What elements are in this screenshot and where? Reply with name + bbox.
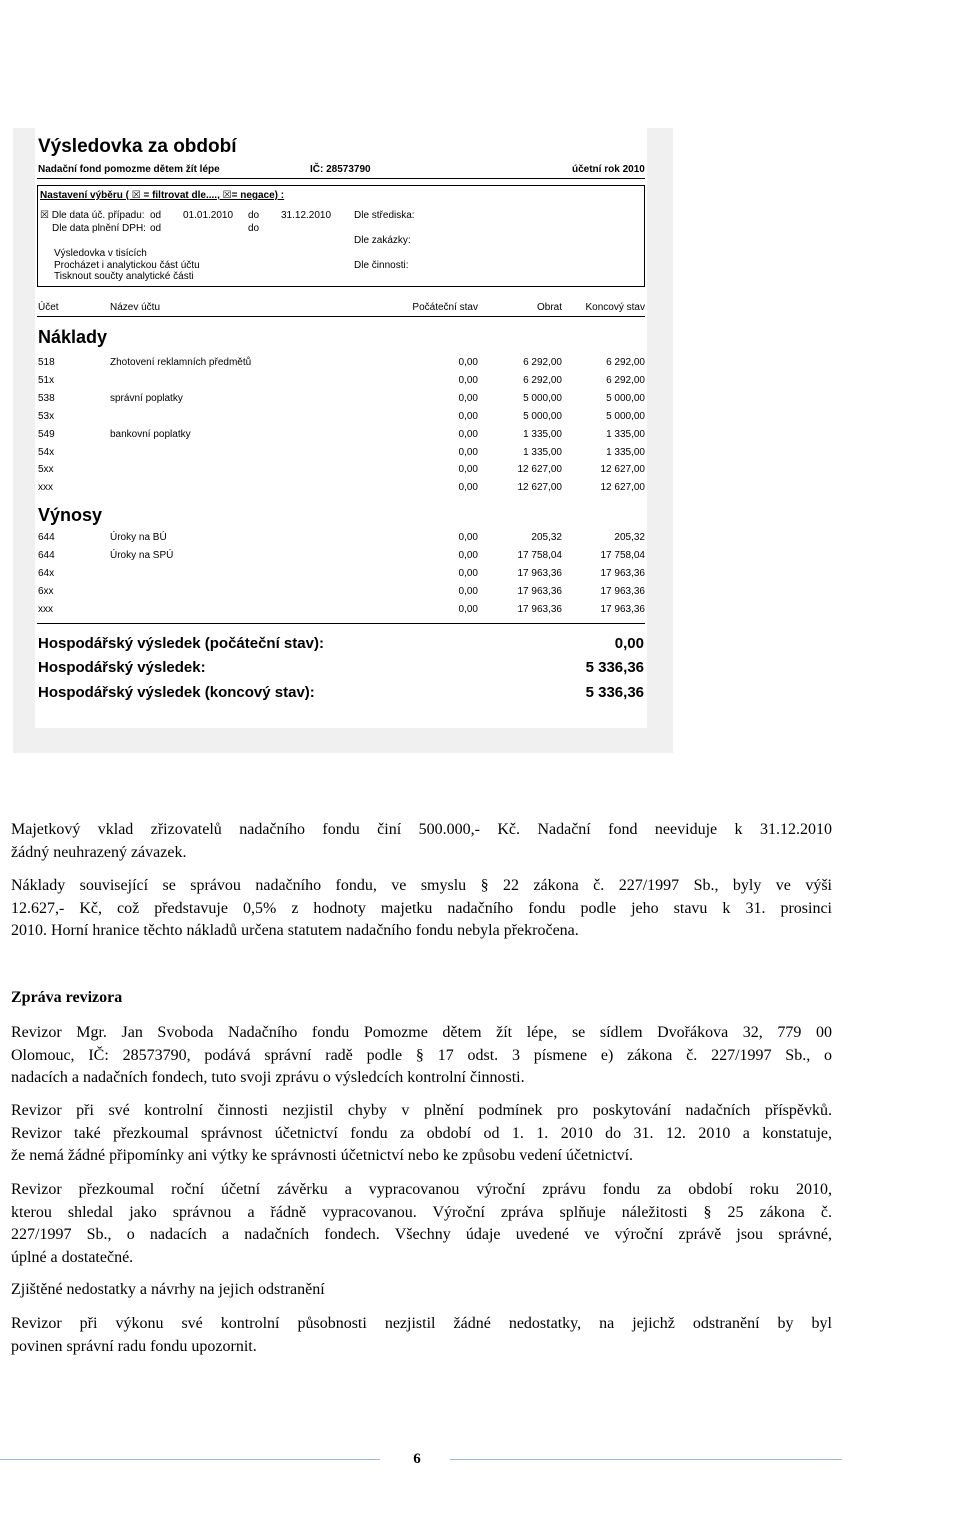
page-number: 6 [413,1451,421,1467]
start-balance-cell: 0,00 [458,603,478,615]
paragraph-costs [11,875,832,943]
col-turnover-header: Obrat [536,302,562,313]
report-divider [37,178,645,179]
end-balance-cell: 17 963,36 [600,603,645,615]
table-row [35,604,647,618]
account-cell: 64x [38,567,55,579]
start-balance-cell: 0,00 [458,464,478,476]
option-thousands: Výsledovka v tisících [54,248,147,259]
filter-date-acc-label: ☒ Dle data úč. případu: [40,210,145,221]
start-balance-cell: 0,00 [458,374,478,386]
paragraph-deficiencies-heading: Zjištěné nedostatky a návrhy na jejich odstranění [11,1281,325,1298]
turnover-cell: 5 000,00 [523,392,562,404]
turnover-cell: 17 963,36 [517,603,562,615]
turnover-cell: 1 335,00 [523,446,562,458]
filter-activity-label: Dle činnosti: [354,260,409,271]
table-row [35,532,647,546]
results-divider [37,623,645,624]
income-statement-report [13,128,673,753]
paragraph-capital [11,819,832,864]
account-cell: xxx [38,603,53,615]
auditor-report-heading: Zpráva revizora [11,989,123,1006]
table-row [35,393,647,407]
result-start-label: Hospodářský výsledek (počáteční stav): [38,635,324,652]
paragraph-conclusion [11,1313,832,1358]
end-balance-cell: 12 627,00 [600,464,645,476]
report-page [35,128,647,728]
footer-rule-left [0,1459,380,1460]
end-balance-cell: 17 758,04 [600,549,645,561]
turnover-cell: 17 963,36 [517,567,562,579]
end-balance-cell: 205,32 [614,532,645,543]
col-name-header: Název účtu [110,302,161,313]
account-cell: 549 [38,428,55,440]
report-title: Výsledovka za období [38,136,237,157]
turnover-cell: 12 627,00 [517,464,562,476]
text-line: nadacích a nadačních fondech, tuto svoji zprávu o výsledcích kontrolní činnosti. [11,1069,525,1086]
table-row [35,447,647,461]
result-start-row [38,635,644,655]
start-balance-cell: 0,00 [458,357,478,368]
filter-do-label: do [248,223,260,234]
account-name-cell: Úroky na SPÚ [110,549,174,561]
account-cell: 518 [38,357,55,368]
start-balance-cell: 0,00 [458,446,478,458]
end-balance-cell: 1 335,00 [606,446,645,458]
account-cell: 538 [38,392,55,404]
account-name-cell: správní poplatky [110,392,183,404]
turnover-cell: 17 758,04 [517,549,562,561]
account-cell: 5xx [38,464,54,476]
text-line: 227/1997 Sb., o nadacích a nadačních fondech. Všechny údaje uvedené ve výroční zprávě jsou správné, [11,1226,832,1243]
start-balance-cell: 0,00 [458,428,478,440]
table-row [35,550,647,564]
account-name-cell: Zhotovení reklamních předmětů [110,357,252,368]
turnover-cell: 205,32 [531,532,562,543]
paragraph-auditor-intro [11,1022,832,1090]
account-cell: 644 [38,549,55,561]
table-row [35,411,647,425]
revenues-section-title: Výnosy [38,505,103,525]
filter-date-vat-label: Dle data plnění DPH: [52,223,146,234]
end-balance-cell: 5 000,00 [606,410,645,422]
end-balance-cell: 17 963,36 [600,567,645,579]
text-line: kterou shledal jako správnou a řádně vypracovanou. Výroční zpráva splňuje náležitosti § 25 zákona č. [11,1203,832,1221]
turnover-cell: 6 292,00 [523,374,562,386]
start-balance-cell: 0,00 [458,532,478,543]
account-cell: xxx [38,482,53,494]
turnover-cell: 6 292,00 [523,357,562,368]
turnover-cell: 5 000,00 [523,410,562,422]
filter-date-to: 31.12.2010 [281,210,332,221]
start-balance-cell: 0,00 [458,482,478,494]
footer-rule-right [450,1459,842,1460]
result-label: Hospodářský výsledek: [38,659,206,676]
account-cell: 644 [38,532,55,543]
text-line: 2010. Horní hranice těchto nákladů určena statutem nadačního fondu nebyla překročena. [11,922,579,939]
end-balance-cell: 6 292,00 [606,374,645,386]
filter-contract-label: Dle zakázky: [354,235,411,246]
filter-do-label: do [248,210,260,221]
filter-center-label: Dle střediska: [354,210,415,221]
start-balance-cell: 0,00 [458,585,478,597]
text-line: Revizor Mgr. Jan Svoboda Nadačního fondu Pomozme dětem žít lépe, se sídlem Dvořákova 32, 779 00 [11,1024,832,1041]
col-account-header: Účet [38,302,59,313]
text-line: povinen správní radu fondu upozornit. [11,1337,257,1355]
table-row [35,429,647,443]
text-line: úplné a dostatečné. [11,1248,134,1266]
end-balance-cell: 5 000,00 [606,392,645,404]
col-end-header: Koncový stav [585,302,645,313]
table-row [35,375,647,389]
turnover-cell: 17 963,36 [517,585,562,597]
filter-od-label: od [150,223,162,234]
text-line: Revizor při své kontrolní činnosti nezjistil chyby v plnění podmínek pro poskytování nadačních příspěvků. [11,1102,832,1119]
account-cell: 6xx [38,585,54,597]
text-line: Náklady související se správou nadačního fondu, ve smyslu § 22 zákona č. 227/1997 Sb., byly ve výši [11,877,832,894]
report-year: účetní rok 2010 [572,164,645,175]
paragraph-annual-report [11,1179,832,1269]
account-cell: 51x [38,374,55,386]
start-balance-cell: 0,00 [458,567,478,579]
table-row [35,464,647,478]
result-value: 5 336,36 [585,659,644,676]
text-line: že nemá žádné připomínky ani výtky ke správnosti účetnictví nebo ke způsobu vedení účetnictví. [11,1147,634,1164]
text-line: Revizor přezkoumal roční účetní závěrku a vypracovanou výroční zprávu fondu za období roku 2010, [11,1181,832,1198]
result-end-row [38,684,644,704]
account-name-cell: Úroky na BÚ [110,532,167,543]
filter-date-from: 01.01.2010 [183,210,234,221]
account-cell: 53x [38,410,55,422]
end-balance-cell: 1 335,00 [606,428,645,440]
end-balance-cell: 6 292,00 [606,357,645,368]
costs-section-title: Náklady [38,327,108,347]
text-line: 12.627,- Kč, což představuje 0,5% z hodnoty majetku nadačního fondu podle jeho stavu k 31. prosinci [11,899,832,917]
header-divider [37,316,645,317]
end-balance-cell: 12 627,00 [600,482,645,494]
option-analytic-sums: Tisknout součty analytické části [54,271,194,282]
table-row [35,586,647,600]
result-end-value: 5 336,36 [585,684,644,701]
table-row [35,568,647,582]
option-analytic: Procházet i analytickou část účtu [54,260,200,271]
result-end-label: Hospodářský výsledek (koncový stav): [38,684,315,701]
table-row [35,482,647,496]
result-row [38,659,644,679]
start-balance-cell: 0,00 [458,549,478,561]
text-line: Revizor také přezkoumal správnost účetnictví fondu za období od 1. 1. 2010 do 31. 12. 2010 a konstatuje, [11,1124,832,1142]
result-start-value: 0,00 [614,635,644,652]
account-name-cell: bankovní poplatky [110,428,191,440]
paragraph-auditor-findings [11,1100,832,1168]
report-ic: IČ: 28573790 [310,164,371,175]
table-row [35,357,647,371]
filter-od-label: od [150,210,162,221]
text-line: žádný neuhrazený závazek. [11,843,187,861]
report-fund-name: Nadační fond pomozme dětem žít lépe [38,164,220,175]
turnover-cell: 1 335,00 [523,428,562,440]
text-line: Revizor při výkonu své kontrolní působnosti nezjistil žádné nedostatky, na jejichž odstranění by byl [11,1315,832,1332]
start-balance-cell: 0,00 [458,410,478,422]
text-line: Olomouc, IČ: 28573790, podává správní radě podle § 17 odst. 3 písmene e) zákona č. 227/1997 Sb., o [11,1046,832,1064]
col-start-header: Počáteční stav [412,302,478,313]
account-cell: 54x [38,446,55,458]
turnover-cell: 12 627,00 [517,482,562,494]
filter-settings-box [37,185,645,287]
start-balance-cell: 0,00 [458,392,478,404]
end-balance-cell: 17 963,36 [600,585,645,597]
text-line: Majetkový vklad zřizovatelů nadačního fondu činí 500.000,- Kč. Nadační fond neeviduje k 31.12.2010 [11,821,832,838]
filter-header: Nastavení výběru ( ☒ = filtrovat dle...., ☒= negace) : [40,190,285,201]
